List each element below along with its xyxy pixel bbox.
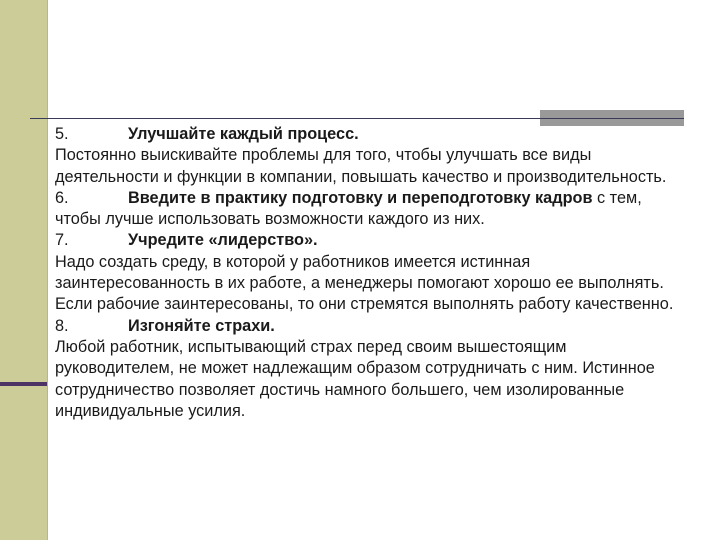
item-5-heading-line	[55, 124, 685, 145]
item-heading: Улучшайте каждый процесс.	[128, 125, 359, 143]
item-7-heading-line	[55, 230, 685, 251]
item-number: 5.	[55, 125, 69, 143]
item-number: 6.	[55, 188, 69, 207]
item-heading-tail: с тем, чтобы лучше использовать возможности каждого из них.	[55, 188, 642, 229]
item-8-heading-line	[55, 316, 685, 337]
left-decorative-band	[0, 0, 47, 540]
left-accent-bar	[0, 382, 47, 386]
item-heading: Изгоняйте страхи.	[128, 316, 275, 335]
left-band-edge	[47, 0, 48, 540]
item-7-body: Надо создать среду, в которой у работников имеется истинная заинтересованность в их работе, а менеджеры помогают хорошо ее выполнять. Если рабочие заинтересованы, то они стремятся выполнять работу качественно.	[55, 252, 674, 314]
item-heading: Учредите «лидерство».	[128, 231, 318, 250]
item-5-body: Постоянно выискивайте проблемы для того, чтобы улучшать все виды деятельности и функции в компании, повышать качество и производительность.	[55, 146, 667, 186]
item-heading: Введите в практику подготовку и переподготовку кадров	[128, 188, 593, 207]
item-number: 8.	[55, 316, 69, 335]
item-8-body: Любой работник, испытывающий страх перед своим вышестоящим руководителем, не может надлежащим образом сотрудничать с ним. Истинное сотрудничество позволяет достичь намного большего, чем изолированные индивидуальные усилия.	[55, 337, 655, 420]
item-number: 7.	[55, 231, 69, 250]
item-6-heading-line	[55, 188, 685, 231]
accent-block-upper	[540, 110, 684, 118]
slide-content	[55, 124, 685, 422]
